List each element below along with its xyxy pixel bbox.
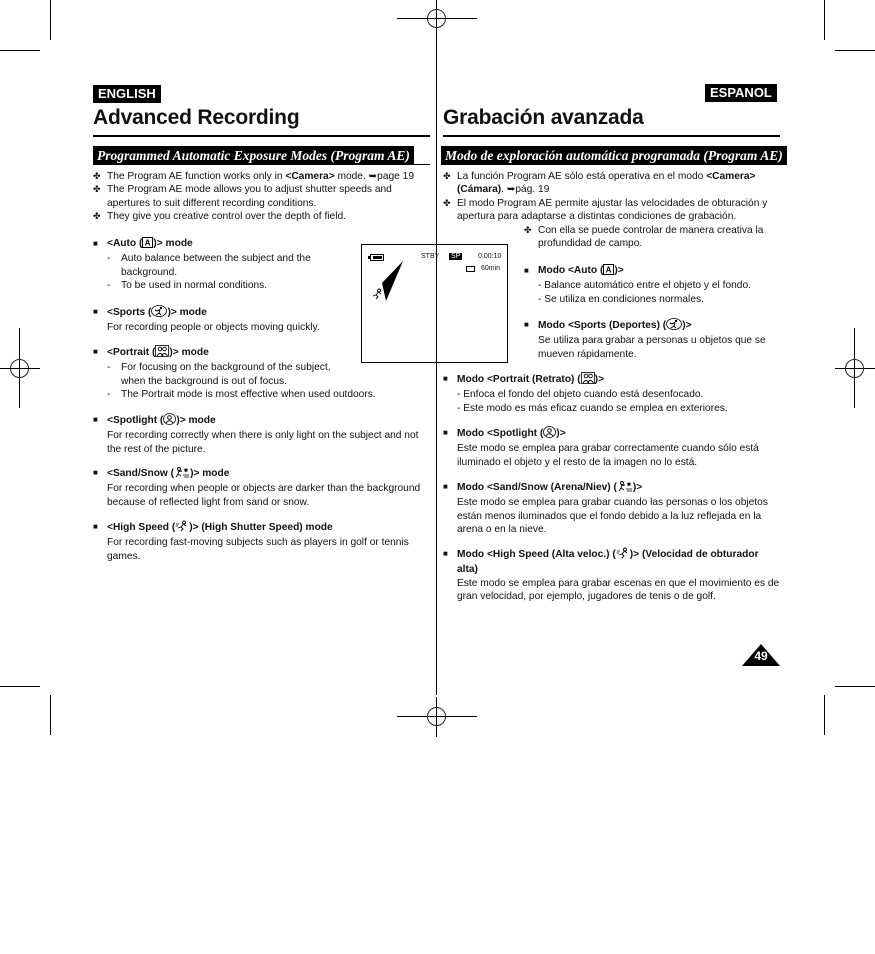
cross-bullet-icon: ✤ [93, 211, 101, 222]
svg-text:A: A [605, 265, 612, 275]
page-number-badge [742, 644, 780, 666]
square-bullet-icon: ■ [93, 347, 98, 356]
portrait-icon [581, 372, 595, 388]
sand-snow-icon [174, 466, 190, 482]
high-speed-icon [175, 520, 189, 536]
square-bullet-icon: ■ [93, 307, 98, 316]
english-page-title: Advanced Recording [93, 106, 300, 129]
square-bullet-icon: ■ [443, 374, 448, 383]
square-bullet-icon: ■ [93, 468, 98, 477]
english-sports-mode: ■ <Sports ( )> mode For recording people or objects moving quickly. [93, 307, 320, 334]
sports-runner-icon [666, 318, 682, 334]
english-intro-bullets [93, 170, 430, 224]
portrait-icon [155, 345, 169, 361]
spanish-section-heading: Modo de exploración automática programada (Program AE) [441, 146, 787, 165]
square-bullet-icon: ■ [524, 320, 529, 329]
spanish-language-tag: ESPANOL [705, 84, 777, 102]
square-bullet-icon: ■ [443, 482, 448, 491]
cross-bullet-icon: ✤ [93, 184, 101, 195]
spanish-high-speed-mode: ■ Modo <High Speed (Alta veloc.) ( )> (Velocidad de obturador alta) Este modo se emplea para grabar escenas en que el movimiento es de gran velocidad, por ejemplo, jugadores de tenis o de golf. [443, 549, 780, 603]
sports-runner-icon [151, 305, 167, 321]
spanish-portrait-mode: ■ Modo <Portrait (Retrato) ( )> - Enfoca el fondo del objeto cuando está desenfocado. - Este modo es más eficaz cuando se emplea en exteriores. [443, 374, 728, 414]
battery-icon [370, 254, 384, 261]
speed-indicator: SP [451, 253, 461, 260]
spanish-auto-mode: ■ Modo <Auto ( A )> - Balance automático entre el objeto y el fondo. - Se utiliza en condiciones normales. [524, 265, 751, 305]
cross-bullet-icon: ✤ [524, 225, 532, 235]
spotlight-icon [163, 413, 176, 429]
column-divider [436, 40, 437, 695]
svg-text:✱: ✱ [183, 468, 189, 474]
cross-bullet-icon: ✤ [443, 197, 451, 208]
list-item: ✤ Con ella se puede controlar de manera creativa la profundidad de campo. [524, 225, 764, 250]
list-item: ✤ El modo Program AE permite ajustar las velocidades de obturación y apertura para adaptarse a distintas condiciones de grabación. [443, 197, 768, 223]
spanish-sports-mode: ■ Modo <Sports (Deportes) ( )> Se utiliza para grabar a personas u objetos que se mueven rápidamente. [524, 320, 766, 360]
english-portrait-mode: ■ <Portrait ( )> mode - For focusing on the background of the subject, when the background is out of focus. - The Portrait mode is most effective when used outdoors. [93, 347, 376, 401]
spanish-intro-bullets [443, 170, 780, 224]
viewfinder-illustration [361, 244, 508, 363]
sand-snow-icon [617, 480, 633, 496]
svg-text:✱: ✱ [626, 482, 632, 488]
svg-text:A: A [144, 238, 151, 248]
list-item: ✤ The Program AE mode allows you to adjust shutter speeds and apertures to suit different recording conditions. [93, 184, 392, 209]
spanish-section-rule [443, 164, 780, 165]
cassette-icon [466, 266, 475, 272]
square-bullet-icon: ■ [93, 522, 98, 531]
spotlight-icon [543, 426, 556, 442]
english-spotlight-mode: ■ <Spotlight ( )> mode For recording correctly when there is only light on the subject and not the rest of the picture. [93, 415, 419, 455]
square-bullet-icon: ■ [443, 428, 448, 437]
spanish-sand-snow-mode: ■ Modo <Sand/Snow (Arena/Niev) ( ✱ )> Este modo se emplea para grabar cuando las personas o los objetos están menos iluminados que el fondo debido a la luz reflejada en la arena o en la nieve. [443, 482, 768, 536]
page-number: 49 [754, 649, 768, 663]
standby-indicator: STBY [421, 253, 440, 260]
spanish-page-title: Grabación avanzada [443, 106, 644, 129]
high-speed-icon [616, 547, 630, 563]
square-bullet-icon: ■ [93, 239, 98, 248]
english-high-speed-mode: ■ <High Speed ( )> (High Shutter Speed) mode For recording fast-moving subjects such as players in golf or tennis games. [93, 522, 409, 562]
english-language-tag: ENGLISH [93, 85, 161, 103]
english-auto-mode: ■ <Auto ( A )> mode - Auto balance between the subject and the background. - To be used in normal conditions. [93, 238, 311, 292]
list-item: ✤ They give you creative control over the depth of field. [93, 211, 346, 223]
list-item: ✤ The Program AE function works only in <Camera> mode. ➥page 19 [93, 171, 414, 182]
auto-a-icon [142, 237, 153, 252]
cross-bullet-icon: ✤ [93, 171, 101, 181]
cross-bullet-icon: ✤ [443, 171, 451, 181]
square-bullet-icon: ■ [93, 415, 98, 424]
tape-remaining: 60min [481, 265, 501, 272]
english-sand-snow-mode: ■ <Sand/Snow ( ✱ )> mode For recording when people or objects are darker than the background because of reflected light from sand or snow. [93, 468, 421, 508]
square-bullet-icon: ■ [443, 549, 448, 558]
auto-a-icon [603, 264, 614, 279]
spanish-depth-bullet [524, 224, 780, 251]
spanish-title-rule [443, 135, 780, 137]
time-counter: 0:00:10 [478, 253, 502, 260]
spanish-spotlight-mode: ■ Modo <Spotlight ( )> Este modo se emplea para grabar correctamente cuando sólo está iluminado el objeto y el resto de la imagen no lo está. [443, 428, 759, 468]
english-title-rule [93, 135, 430, 137]
english-section-rule [93, 164, 430, 165]
pointer-arrow-icon [382, 261, 404, 301]
english-section-heading: Programmed Automatic Exposure Modes (Program AE) [93, 146, 414, 165]
square-bullet-icon: ■ [524, 266, 529, 275]
list-item: ✤ La función Program AE sólo está operativa en el modo <Camera> (Cámara). ➥pág. 19 [443, 171, 756, 196]
